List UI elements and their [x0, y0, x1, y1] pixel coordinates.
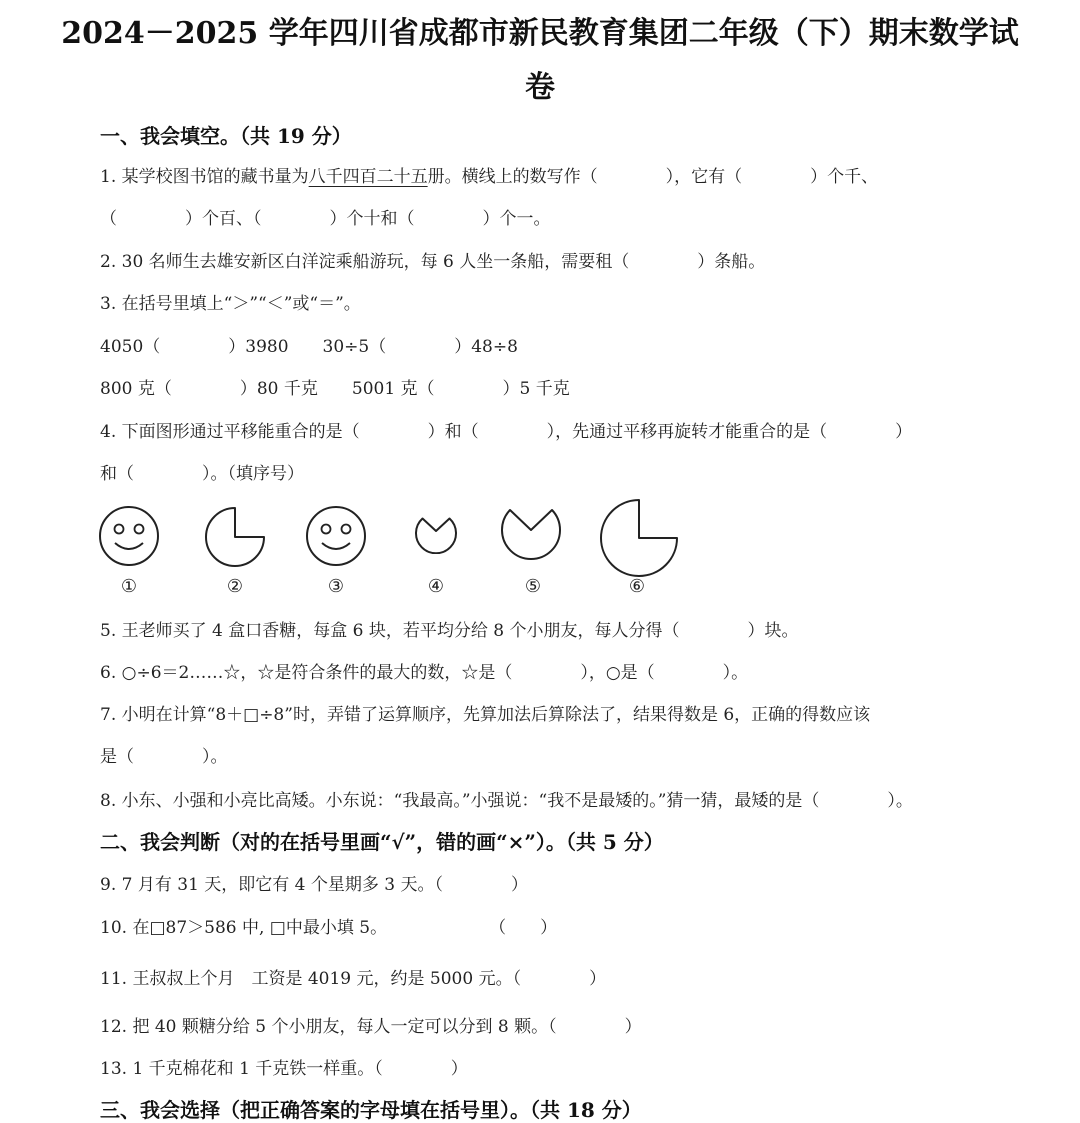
question-12: 12. 把 40 颗糖分给 5 个小朋友，每人一定可以分到 8 颗。（ ）	[100, 1017, 642, 1037]
question-1-line1	[100, 162, 878, 187]
figure-label-1: ①	[120, 576, 138, 597]
question-9: 9. 7 月有 31 天，即它有 4 个星期多 3 天。（ ）	[100, 875, 529, 895]
q1-text-b: 册。横线上的数写作（ ），它有（ ）个千、	[427, 167, 879, 187]
question-1-line2: （ ）个百、（ ）个十和（ ）个一。	[100, 209, 551, 229]
smiley-face-figure-3	[305, 505, 367, 567]
pie-cutout-figure-2	[203, 505, 267, 569]
figure-label-2: ②	[226, 576, 244, 597]
figure-label-6: ⑥	[628, 576, 646, 597]
question-7-line1: 7. 小明在计算“8＋□÷8”时，弄错了运算顺序，先算加法后算除法了，结果得数是 6，正确的得数应该	[100, 705, 871, 725]
question-4-line1: 4. 下面图形通过平移能重合的是（ ）和（ ），先通过平移再旋转才能重合的是（ ）	[100, 422, 913, 442]
question-13: 13. 1 千克棉花和 1 千克铁一样重。（ ）	[100, 1059, 468, 1079]
large-pie-cutout-figure-6	[598, 497, 680, 579]
smiley-face-figure-1	[98, 505, 160, 567]
question-4-line2: 和（ ）。（填序号）	[100, 464, 304, 484]
figure-label-5: ⑤	[524, 576, 542, 597]
figure-label-4: ④	[427, 576, 445, 597]
question-2: 2. 30 名师生去雄安新区白洋淀乘船游玩，每 6 人坐一条船，需要租（ ）条船。	[100, 252, 766, 272]
q1-text-a: 1. 某学校图书馆的藏书量为	[100, 167, 309, 187]
section2-heading: 二、我会判断（对的在括号里画“√”，错的画“×”）。（共 5 分）	[100, 830, 664, 854]
question-3-row1: 4050（ ）3980 30÷5（ ）48÷8	[100, 337, 518, 357]
q1-underlined-number: 八千四百二十五	[308, 167, 428, 187]
small-pacman-figure-4	[412, 512, 460, 554]
question-6: 6. ○÷6＝2……☆，☆是符合条件的最大的数，☆是（ ），○是（ ）。	[100, 663, 749, 683]
section1-heading: 一、我会填空。（共 19 分）	[100, 124, 352, 148]
question-3: 3. 在括号里填上“＞”“＜”或“＝”。	[100, 294, 361, 314]
question-3-row2: 800 克（ ）80 千克 5001 克（ ）5 千克	[100, 379, 570, 399]
exam-title-line2: 卷	[525, 70, 555, 105]
exam-title-line1: 2024－2025 学年四川省成都市新民教育集团二年级（下）期末数学试	[61, 16, 1019, 51]
section3-heading: 三、我会选择（把正确答案的字母填在括号里）。（共 18 分）	[100, 1098, 642, 1122]
question-10: 10. 在□87＞586 中, □中最小填 5。 （ ）	[100, 918, 558, 938]
question-11: 11. 王叔叔上个月 工资是 4019 元，约是 5000 元。（ ）	[100, 969, 607, 989]
question-8: 8. 小东、小强和小亮比高矮。小东说：“我最高。”小强说：“我不是最矮的。”猜一猜，最矮的是（ ）。	[100, 791, 913, 811]
figure-label-3: ③	[327, 576, 345, 597]
question-7-line2: 是（ ）。	[100, 747, 228, 767]
question-5: 5. 王老师买了 4 盒口香糖，每盒 6 块，若平均分给 8 个小朋友，每人分得（ ）块。	[100, 621, 799, 641]
large-pacman-figure-5	[498, 503, 564, 561]
